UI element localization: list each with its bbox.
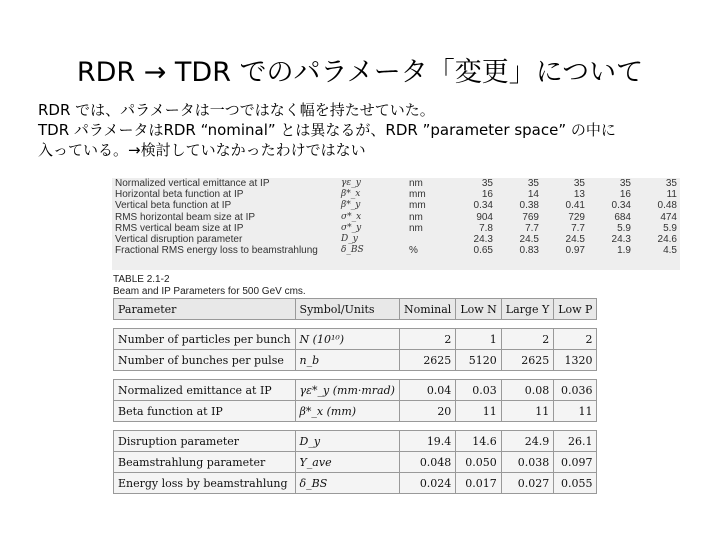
param-symbol: γε_y: [341, 178, 361, 188]
param-value: 0.048: [399, 452, 455, 473]
param-unit: %: [409, 245, 418, 257]
param-value: 26.1: [554, 431, 597, 452]
param-value: 7.7: [571, 222, 585, 234]
param-value: 11: [456, 401, 501, 422]
param-symbol: δ_BS: [341, 245, 364, 256]
table-row: [112, 200, 680, 211]
param-value: 769: [522, 211, 539, 223]
param-value: 13: [573, 189, 585, 201]
param-value: 0.34: [473, 200, 493, 212]
param-value: 24.6: [657, 234, 677, 246]
param-value: 0.097: [554, 452, 597, 473]
column-header: Low P: [554, 299, 597, 320]
param-value: 11: [554, 401, 597, 422]
table-row: [114, 452, 597, 473]
param-value: 11: [666, 189, 677, 201]
param-value: 729: [568, 211, 585, 223]
param-name: Disruption parameter: [114, 431, 296, 452]
param-unit: nm: [409, 222, 423, 234]
cropped-gap: [114, 422, 597, 431]
param-value: 5.9: [663, 222, 677, 234]
param-value: 684: [614, 211, 631, 223]
param-symbol: σ*_x: [341, 211, 362, 222]
table-row: [112, 234, 680, 245]
table-row: [112, 223, 680, 234]
param-unit: mm: [409, 200, 426, 212]
param-value: 16: [619, 189, 631, 201]
param-symbol: γε*_y (mm·mrad): [295, 380, 399, 401]
rdr-parameter-table: [112, 178, 680, 256]
param-value: 4.5: [663, 245, 677, 257]
param-value: 0.08: [501, 380, 553, 401]
param-value: 2625: [399, 350, 455, 371]
param-value: 0.03: [456, 380, 501, 401]
column-header: Low N: [456, 299, 501, 320]
param-value: 24.9: [501, 431, 553, 452]
param-symbol: n_b: [295, 350, 399, 371]
param-unit: nm: [409, 211, 423, 223]
param-name: Vertical disruption parameter: [115, 234, 243, 246]
cropped-gap: [114, 371, 597, 380]
param-value: 14.6: [456, 431, 501, 452]
param-value: 2: [501, 329, 553, 350]
param-value: 0.036: [554, 380, 597, 401]
param-value: 0.038: [501, 452, 553, 473]
param-value: 14: [527, 189, 539, 201]
table-row: [112, 178, 680, 189]
param-name: Beta function at IP: [114, 401, 296, 422]
param-unit: nm: [409, 178, 423, 189]
param-value: 1.9: [617, 245, 631, 257]
table-caption-text: Beam and IP Parameters for 500 GeV cms.: [113, 286, 306, 297]
param-value: 24.5: [565, 234, 585, 246]
param-symbol: σ*_y: [341, 222, 362, 233]
tdr-table-caption: [113, 274, 306, 298]
param-value: 24.3: [473, 234, 493, 246]
param-name: RMS horizontal beam size at IP: [115, 211, 256, 223]
body-line-2: TDR パラメータはRDR “nominal” とは異なるが、RDR ”parameter space” の中に: [38, 121, 616, 139]
param-value: 904: [476, 211, 493, 223]
param-value: 35: [665, 178, 677, 189]
table-row: [114, 380, 597, 401]
body-line-1: RDR では、パラメータは一つではなく幅を持たせていた。: [38, 101, 435, 119]
param-value: 19.4: [399, 431, 455, 452]
param-value: 0.027: [501, 473, 553, 494]
param-value: 20: [399, 401, 455, 422]
param-value: 474: [660, 211, 677, 223]
param-name: Vertical beta function at IP: [115, 200, 232, 212]
table-row: [112, 212, 680, 223]
param-value: 2: [554, 329, 597, 350]
table-row: [114, 329, 597, 350]
param-name: Beamstrahlung parameter: [114, 452, 296, 473]
rdr-parameter-table-image: [112, 178, 680, 270]
param-name: Number of bunches per pulse: [114, 350, 296, 371]
param-value: 0.65: [473, 245, 493, 257]
param-value: 0.83: [519, 245, 539, 257]
param-symbol: β*_x: [341, 189, 361, 200]
param-value: 7.7: [525, 222, 539, 234]
param-symbol: Υ_ave: [295, 452, 399, 473]
param-value: 1320: [554, 350, 597, 371]
param-name: Fractional RMS energy loss to beamstrahlung: [115, 245, 318, 257]
table-row: [114, 350, 597, 371]
table-row: [112, 189, 680, 200]
param-symbol: β*_y: [341, 200, 361, 211]
param-value: 0.024: [399, 473, 455, 494]
param-value: 0.97: [565, 245, 585, 257]
param-unit: mm: [409, 189, 426, 201]
param-value: 35: [619, 178, 631, 189]
table-header-row: [114, 299, 597, 320]
param-value: 2: [399, 329, 455, 350]
slide-body: [38, 100, 698, 160]
param-value: 0.04: [399, 380, 455, 401]
param-value: 0.017: [456, 473, 501, 494]
param-value: 0.41: [565, 200, 585, 212]
param-value: 0.34: [611, 200, 631, 212]
table-row: [114, 431, 597, 452]
param-name: Number of particles per bunch: [114, 329, 296, 350]
param-name: Horizontal beta function at IP: [115, 189, 244, 201]
param-value: 2625: [501, 350, 553, 371]
param-name: Energy loss by beamstrahlung: [114, 473, 296, 494]
column-header: Large Y: [501, 299, 553, 320]
param-value: 24.3: [611, 234, 631, 246]
param-name: Normalized vertical emittance at IP: [115, 178, 270, 189]
param-value: 16: [481, 189, 493, 201]
column-header: Parameter: [114, 299, 296, 320]
param-symbol: N (10¹⁰): [295, 329, 399, 350]
param-name: RMS vertical beam size at IP: [115, 222, 244, 234]
param-value: 35: [573, 178, 585, 189]
table-row: [114, 473, 597, 494]
param-value: 0.050: [456, 452, 501, 473]
param-symbol: β*_x (mm): [295, 401, 399, 422]
param-symbol: δ_BS: [295, 473, 399, 494]
param-value: 24.5: [519, 234, 539, 246]
param-value: 0.38: [519, 200, 539, 212]
cropped-gap: [114, 320, 597, 329]
param-value: 7.8: [479, 222, 493, 234]
param-value: 0.48: [657, 200, 677, 212]
param-value: 35: [481, 178, 493, 189]
param-value: 5.9: [617, 222, 631, 234]
column-header: Symbol/Units: [295, 299, 399, 320]
param-value: 11: [501, 401, 553, 422]
param-value: 1: [456, 329, 501, 350]
tdr-parameter-table: [113, 298, 597, 494]
param-symbol: D_y: [341, 234, 358, 245]
tdr-parameter-table-image: [113, 298, 593, 518]
param-value: 5120: [456, 350, 501, 371]
column-header: Nominal: [399, 299, 455, 320]
param-symbol: D_y: [295, 431, 399, 452]
slide-title: RDR → TDR でのパラメータ「変更」について: [76, 57, 644, 88]
param-value: 0.055: [554, 473, 597, 494]
table-row: [114, 401, 597, 422]
param-value: 35: [527, 178, 539, 189]
param-name: Normalized emittance at IP: [114, 380, 296, 401]
table-row: [112, 245, 680, 256]
body-line-3: 入っている。→検討していなかったわけではない: [38, 141, 366, 159]
table-number: TABLE 2.1-2: [113, 274, 170, 285]
param-unit: [406, 234, 450, 245]
